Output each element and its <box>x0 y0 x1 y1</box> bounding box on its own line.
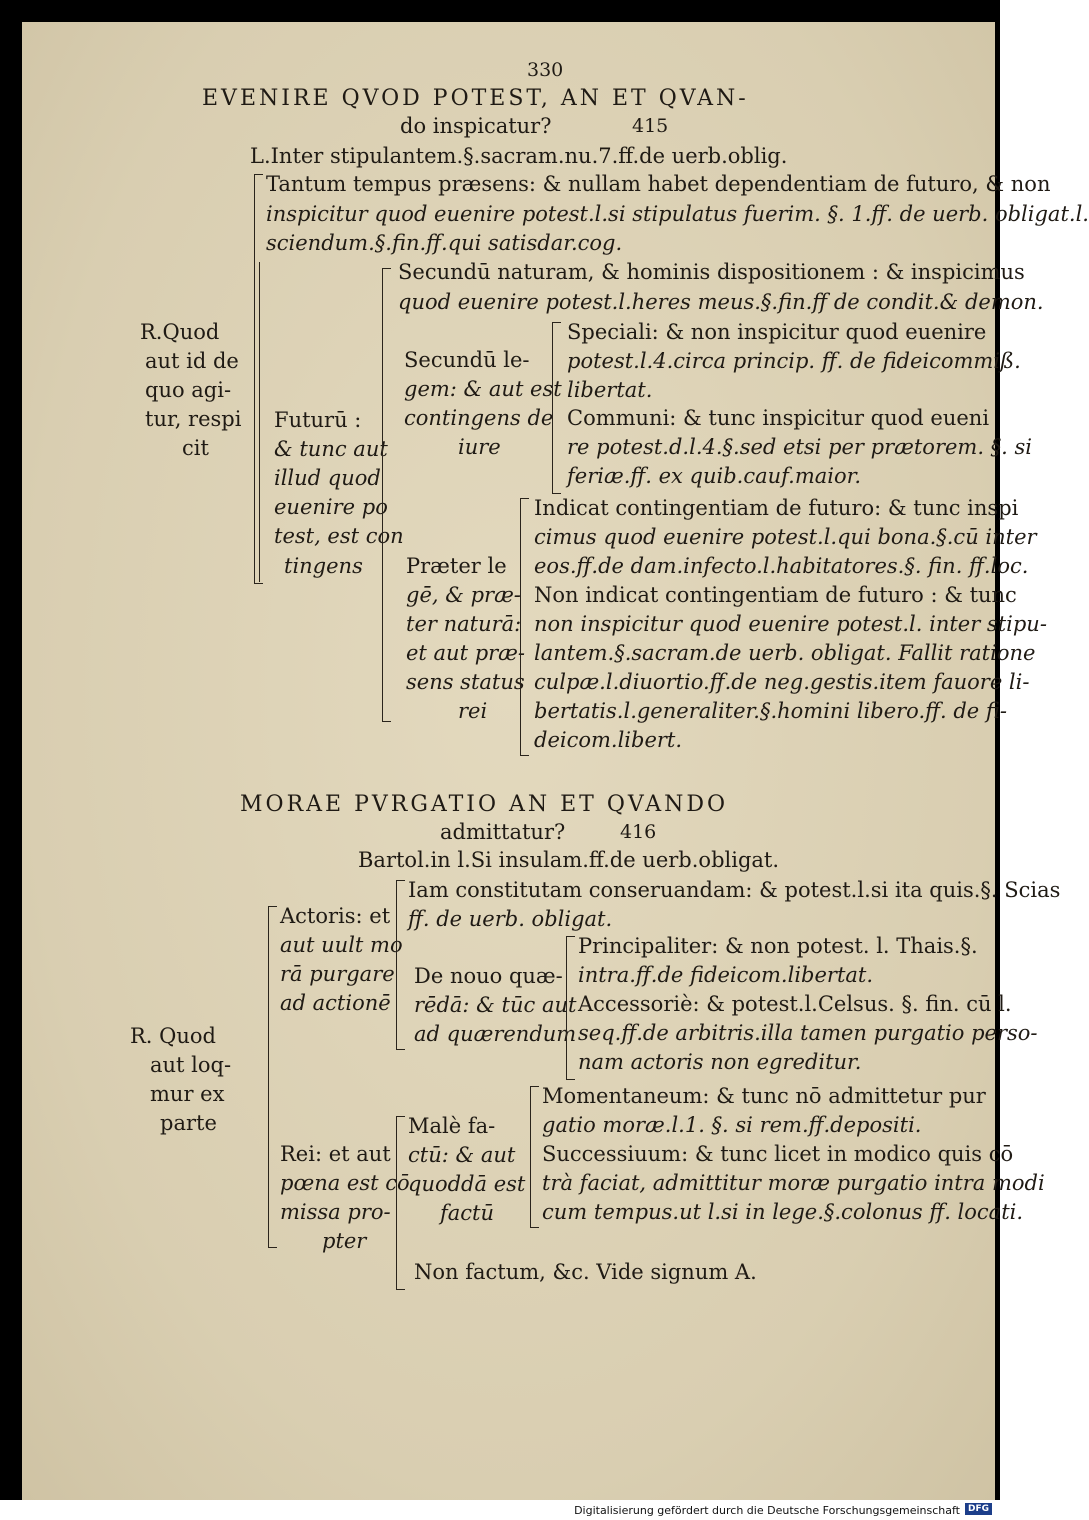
text-line: gem: & aut est <box>404 377 562 401</box>
text-line: ad actionē <box>280 991 391 1015</box>
text-line: Actoris: et <box>280 904 391 928</box>
section-415-title: EVENIRE QVOD POTEST, AN ET QVAN- <box>202 86 749 111</box>
text-line: gē, & præ- <box>406 583 521 607</box>
text-line: rā purgare <box>280 962 395 986</box>
future-line <box>259 262 260 582</box>
text-line: contingens de <box>404 406 554 430</box>
text-line: ctū: & aut <box>408 1143 516 1167</box>
text-line: Indicat contingentiam de futuro: & tunc inspi <box>534 496 1019 520</box>
section-415-citation: L.Inter stipulantem.§.sacram.nu.7.ff.de uerb.oblig. <box>250 144 788 168</box>
text-line: Momentaneum: & tunc nō admittetur pur <box>542 1084 986 1108</box>
section-416-title-cont: admittatur? <box>440 820 566 844</box>
text-line: Rei: et aut <box>280 1142 391 1166</box>
text-line: eos.ff.de dam.infecto.l.habitatores.§. fin. ff.loc. <box>534 554 1029 578</box>
text-line: & tunc aut <box>274 437 388 461</box>
text-line: potest.l.4.circa princip. ff. de fideicommiß. <box>567 349 1021 373</box>
text-line: illud quod <box>274 466 381 490</box>
text-line: factū <box>440 1201 495 1225</box>
page-number: 330 <box>527 59 564 81</box>
text-line: nam actoris non egreditur. <box>578 1050 862 1074</box>
text-line: ad quærendum <box>414 1022 577 1046</box>
footer-credit: Digitalisierung gefördert durch die Deutsche Forschungsgemeinschaft <box>574 1504 960 1517</box>
answer-line: R. Quod <box>130 1024 216 1048</box>
text-line: iure <box>458 435 501 459</box>
praeter-brace <box>520 498 529 756</box>
answer-line: aut loq- <box>150 1053 232 1077</box>
answer-line: cit <box>182 436 209 460</box>
text-line: Non indicat contingentiam de futuro : & tunc <box>534 583 1017 607</box>
text-line: deicom.libert. <box>534 728 683 752</box>
denouo-brace <box>566 936 575 1080</box>
text-line: Principaliter: & non potest. l. Thais.§. <box>578 934 978 958</box>
text-line: bertatis.l.generaliter.§.homini libero.ff. de fi- <box>534 699 1008 723</box>
text-line: De nouo quæ- <box>414 964 563 988</box>
text-line: ter naturā: <box>406 612 522 636</box>
book-page <box>22 22 1089 1500</box>
future-brace <box>382 268 391 722</box>
answer-line: tur, respi <box>145 407 242 431</box>
text-line: gatio moræ.l.1. §. si rem.ff.depositi. <box>542 1113 922 1137</box>
digitization-footer <box>0 1500 1000 1520</box>
text-line: Secundū le- <box>404 348 530 372</box>
text-line: Malè fa- <box>408 1114 496 1138</box>
text-line: ff. de uerb. obligat. <box>408 907 613 931</box>
text-line: Communi: & tunc inspicitur quod eueni <box>567 406 990 430</box>
text-line: et aut præ- <box>406 641 526 665</box>
text-line: pœna est cō <box>280 1171 410 1195</box>
text-line: euenire po <box>274 495 388 519</box>
text-line: Non factum, &c. Vide signum A. <box>414 1260 757 1284</box>
answer-line: quo agi- <box>145 378 232 402</box>
text-line: cum tempus.ut l.si in lege.§.colonus ff. locati. <box>542 1200 1024 1224</box>
text-line: pter <box>322 1229 367 1253</box>
text-line: Successiuum: & tunc licet in modico quis cō <box>542 1142 1014 1166</box>
text-line: tingens <box>284 554 363 578</box>
text-line: sciendum.§.fin.ff.qui satisdar.cog. <box>266 231 623 255</box>
text-line: libertat. <box>567 378 653 402</box>
male-brace <box>530 1086 539 1228</box>
actoris-brace <box>396 880 405 1050</box>
section-415-title-cont: do inspicatur? <box>400 114 552 138</box>
text-line: Præter le <box>406 554 507 578</box>
text-line: test, est con <box>274 524 404 548</box>
answer-line: aut id de <box>145 349 239 373</box>
section-415-number: 415 <box>632 115 669 137</box>
main-brace-416 <box>268 906 277 1248</box>
text-line: quoddā est <box>408 1172 526 1196</box>
text-line: missa pro- <box>280 1200 391 1224</box>
dfg-logo: DFG <box>965 1503 992 1515</box>
text-line: trà faciat, admittitur moræ purgatio intra modi <box>542 1171 1045 1195</box>
section-416-title: MORAE PVRGATIO AN ET QVANDO <box>240 792 729 817</box>
text-line: re potest.d.l.4.§.sed etsi per prætorem. §. si <box>567 435 1033 459</box>
text-line: Secundū naturam, & hominis dispositionem : & inspicimus <box>398 260 1025 284</box>
text-line: Tantum tempus præsens: & nullam habet dependentiam de futuro, & non <box>266 172 1051 196</box>
legem-brace <box>552 322 561 494</box>
section-416-citation: Bartol.in l.Si insulam.ff.de uerb.obligat. <box>358 848 780 872</box>
text-line: seq.ff.de arbitris.illa tamen purgatio perso- <box>578 1021 1038 1045</box>
text-line: culpæ.l.diuortio.ff.de neg.gestis.item fauore li- <box>534 670 1030 694</box>
text-line: feriæ.ff. ex quib.cauf.maior. <box>567 464 862 488</box>
text-line: Iam constitutam conseruandam: & potest.l.si ita quis.§. Scias <box>408 878 1061 902</box>
text-line: rēdā: & tūc aut <box>414 993 577 1017</box>
answer-line: parte <box>160 1111 217 1135</box>
text-line: Accessoriè: & potest.l.Celsus. §. fin. cū l. <box>578 992 1012 1016</box>
answer-line: R.Quod <box>140 320 220 344</box>
text-line: lantem.§.sacram.de uerb. obligat. Fallit ratione <box>534 641 1036 665</box>
text-line: cimus quod euenire potest.l.qui bona.§.cū inter <box>534 525 1037 549</box>
text-line: Futurū : <box>274 408 362 432</box>
text-line: Speciali: & non inspicitur quod euenire <box>567 320 987 344</box>
rei-brace <box>396 1116 405 1290</box>
text-line: intra.ff.de fideicom.libertat. <box>578 963 874 987</box>
text-line: rei <box>458 699 488 723</box>
section-416-number: 416 <box>620 821 657 843</box>
text-line: non inspicitur quod euenire potest.l. inter stipu- <box>534 612 1047 636</box>
text-line: inspicitur quod euenire potest.l.si stipulatus fuerim. §. 1.ff. de uerb. obligat.l. <box>266 202 1089 226</box>
text-line: quod euenire potest.l.heres meus.§.fin.ff de condit.& demon. <box>398 290 1044 314</box>
text-line: aut uult mo <box>280 933 403 957</box>
text-line: sens status <box>406 670 525 694</box>
answer-line: mur ex <box>150 1082 225 1106</box>
